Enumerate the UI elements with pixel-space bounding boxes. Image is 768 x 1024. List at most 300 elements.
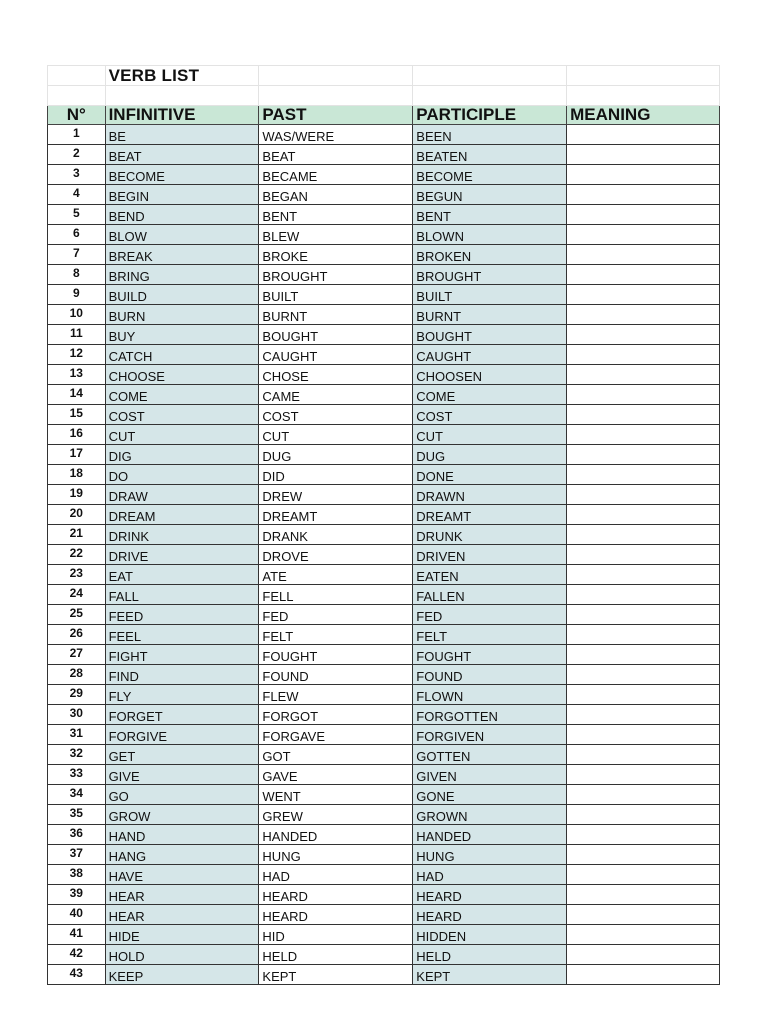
infinitive-cell[interactable] bbox=[105, 405, 259, 425]
infinitive-cell[interactable] bbox=[105, 245, 259, 265]
participle-cell[interactable] bbox=[413, 685, 567, 705]
meaning-cell[interactable] bbox=[567, 725, 720, 745]
past-cell[interactable] bbox=[259, 485, 413, 505]
row-number[interactable] bbox=[48, 505, 106, 525]
past-cell[interactable] bbox=[259, 505, 413, 525]
past-cell-text: FORGAVE bbox=[262, 729, 326, 744]
row-number[interactable] bbox=[48, 845, 106, 865]
row-number[interactable] bbox=[48, 305, 106, 325]
participle-cell[interactable] bbox=[413, 625, 567, 645]
meaning-cell[interactable] bbox=[567, 925, 720, 945]
row-number[interactable] bbox=[48, 165, 106, 185]
row-number[interactable] bbox=[48, 385, 106, 405]
blank-cell[interactable] bbox=[48, 86, 106, 106]
participle-cell[interactable] bbox=[413, 605, 567, 625]
row-number-text: 12 bbox=[69, 346, 83, 360]
infinitive-cell[interactable] bbox=[105, 705, 259, 725]
past-cell[interactable] bbox=[259, 925, 413, 945]
row-number[interactable] bbox=[48, 805, 106, 825]
row-number[interactable] bbox=[48, 465, 106, 485]
infinitive-cell[interactable] bbox=[105, 505, 259, 525]
past-cell[interactable] bbox=[259, 425, 413, 445]
row-number[interactable] bbox=[48, 345, 106, 365]
infinitive-cell-text: COST bbox=[108, 409, 145, 424]
row-number[interactable] bbox=[48, 525, 106, 545]
participle-cell[interactable] bbox=[413, 525, 567, 545]
participle-cell[interactable] bbox=[413, 345, 567, 365]
row-number[interactable] bbox=[48, 565, 106, 585]
page-title: VERB LIST bbox=[105, 66, 259, 86]
meaning-cell[interactable] bbox=[567, 285, 720, 305]
past-cell[interactable] bbox=[259, 785, 413, 805]
participle-cell[interactable] bbox=[413, 665, 567, 685]
past-cell[interactable] bbox=[259, 705, 413, 725]
meaning-cell[interactable] bbox=[567, 965, 720, 985]
past-cell-text: BROUGHT bbox=[262, 269, 328, 284]
infinitive-cell[interactable] bbox=[105, 385, 259, 405]
infinitive-cell[interactable] bbox=[105, 805, 259, 825]
table-row bbox=[48, 365, 720, 385]
row-number-text: 8 bbox=[72, 266, 80, 280]
participle-cell[interactable] bbox=[413, 785, 567, 805]
past-cell[interactable] bbox=[259, 385, 413, 405]
meaning-cell[interactable] bbox=[567, 405, 720, 425]
infinitive-cell[interactable] bbox=[105, 485, 259, 505]
row-number[interactable] bbox=[48, 725, 106, 745]
row-number[interactable] bbox=[48, 245, 106, 265]
past-cell[interactable] bbox=[259, 325, 413, 345]
past-cell[interactable] bbox=[259, 185, 413, 205]
participle-cell[interactable] bbox=[413, 545, 567, 565]
meaning-cell[interactable] bbox=[567, 765, 720, 785]
infinitive-cell-text: KEEP bbox=[108, 969, 144, 984]
infinitive-cell[interactable] bbox=[105, 625, 259, 645]
past-cell[interactable] bbox=[259, 665, 413, 685]
meaning-cell[interactable] bbox=[567, 305, 720, 325]
row-number[interactable] bbox=[48, 885, 106, 905]
past-cell[interactable] bbox=[259, 525, 413, 545]
meaning-cell[interactable] bbox=[567, 945, 720, 965]
meaning-cell[interactable] bbox=[567, 565, 720, 585]
past-cell[interactable] bbox=[259, 845, 413, 865]
infinitive-cell[interactable] bbox=[105, 925, 259, 945]
participle-cell[interactable] bbox=[413, 945, 567, 965]
participle-cell[interactable] bbox=[413, 885, 567, 905]
past-cell[interactable] bbox=[259, 285, 413, 305]
row-number[interactable] bbox=[48, 585, 106, 605]
past-cell[interactable] bbox=[259, 245, 413, 265]
infinitive-cell-text: DREAM bbox=[108, 509, 156, 524]
past-cell-text: DRANK bbox=[262, 529, 308, 544]
infinitive-cell[interactable] bbox=[105, 165, 259, 185]
past-cell-text: CAUGHT bbox=[262, 349, 318, 364]
verb-table bbox=[47, 65, 720, 985]
infinitive-cell[interactable] bbox=[105, 905, 259, 925]
blank-cell[interactable] bbox=[48, 66, 106, 86]
row-number-text: 35 bbox=[69, 806, 83, 820]
infinitive-cell[interactable] bbox=[105, 865, 259, 885]
infinitive-cell-text: FIGHT bbox=[108, 649, 148, 664]
blank-cell[interactable] bbox=[567, 86, 720, 106]
participle-cell[interactable] bbox=[413, 705, 567, 725]
row-number[interactable] bbox=[48, 325, 106, 345]
row-number[interactable] bbox=[48, 365, 106, 385]
past-cell[interactable] bbox=[259, 965, 413, 985]
participle-cell[interactable] bbox=[413, 245, 567, 265]
past-cell-text: HELD bbox=[262, 949, 298, 964]
infinitive-cell[interactable] bbox=[105, 425, 259, 445]
row-number[interactable] bbox=[48, 485, 106, 505]
row-number[interactable] bbox=[48, 925, 106, 945]
past-cell[interactable] bbox=[259, 885, 413, 905]
infinitive-cell[interactable] bbox=[105, 205, 259, 225]
participle-cell[interactable] bbox=[413, 645, 567, 665]
row-number[interactable] bbox=[48, 765, 106, 785]
row-number[interactable] bbox=[48, 665, 106, 685]
participle-cell-text: FLOWN bbox=[416, 689, 464, 704]
infinitive-cell[interactable] bbox=[105, 545, 259, 565]
past-cell[interactable] bbox=[259, 725, 413, 745]
infinitive-cell[interactable] bbox=[105, 365, 259, 385]
meaning-cell[interactable] bbox=[567, 745, 720, 765]
infinitive-cell-text: BECOME bbox=[108, 169, 165, 184]
row-number[interactable] bbox=[48, 645, 106, 665]
infinitive-cell-text: BLOW bbox=[108, 229, 147, 244]
meaning-cell[interactable] bbox=[567, 665, 720, 685]
meaning-cell[interactable] bbox=[567, 245, 720, 265]
past-cell[interactable] bbox=[259, 865, 413, 885]
past-cell-text: HEARD bbox=[262, 909, 308, 924]
infinitive-cell[interactable] bbox=[105, 825, 259, 845]
participle-cell-text: HELD bbox=[416, 949, 451, 964]
meaning-cell[interactable] bbox=[567, 865, 720, 885]
infinitive-cell-text: GROW bbox=[108, 809, 151, 824]
infinitive-cell[interactable] bbox=[105, 265, 259, 285]
row-number[interactable] bbox=[48, 205, 106, 225]
header-infinitive: INFINITIVE bbox=[105, 106, 259, 125]
row-number[interactable] bbox=[48, 405, 106, 425]
table-row bbox=[48, 265, 720, 285]
past-cell[interactable] bbox=[259, 265, 413, 285]
row-number[interactable] bbox=[48, 945, 106, 965]
row-number[interactable] bbox=[48, 185, 106, 205]
participle-cell-text: FOUGHT bbox=[416, 649, 472, 664]
infinitive-cell-text: HANG bbox=[108, 849, 147, 864]
participle-cell[interactable] bbox=[413, 185, 567, 205]
table-row bbox=[48, 185, 720, 205]
past-cell[interactable] bbox=[259, 465, 413, 485]
participle-cell-text: FED bbox=[416, 609, 443, 624]
row-number[interactable] bbox=[48, 445, 106, 465]
infinitive-cell[interactable] bbox=[105, 525, 259, 545]
past-cell[interactable] bbox=[259, 125, 413, 145]
participle-cell[interactable] bbox=[413, 365, 567, 385]
past-cell[interactable] bbox=[259, 605, 413, 625]
past-cell[interactable] bbox=[259, 625, 413, 645]
infinitive-cell[interactable] bbox=[105, 965, 259, 985]
participle-cell[interactable] bbox=[413, 505, 567, 525]
row-number-text: 32 bbox=[69, 746, 83, 760]
meaning-cell[interactable] bbox=[567, 505, 720, 525]
participle-cell-text: BOUGHT bbox=[416, 329, 472, 344]
participle-cell[interactable] bbox=[413, 385, 567, 405]
past-cell[interactable] bbox=[259, 445, 413, 465]
participle-cell[interactable] bbox=[413, 265, 567, 285]
meaning-cell[interactable] bbox=[567, 185, 720, 205]
infinitive-cell[interactable] bbox=[105, 445, 259, 465]
row-number[interactable] bbox=[48, 865, 106, 885]
participle-cell-text: BLOWN bbox=[416, 229, 464, 244]
past-cell[interactable] bbox=[259, 205, 413, 225]
participle-cell[interactable] bbox=[413, 745, 567, 765]
participle-cell[interactable] bbox=[413, 725, 567, 745]
infinitive-cell[interactable] bbox=[105, 765, 259, 785]
meaning-cell[interactable] bbox=[567, 145, 720, 165]
past-cell[interactable] bbox=[259, 305, 413, 325]
participle-cell[interactable] bbox=[413, 865, 567, 885]
meaning-cell[interactable] bbox=[567, 265, 720, 285]
participle-cell[interactable] bbox=[413, 805, 567, 825]
participle-cell[interactable] bbox=[413, 285, 567, 305]
meaning-cell[interactable] bbox=[567, 845, 720, 865]
participle-cell-text: DRUNK bbox=[416, 529, 463, 544]
past-cell[interactable] bbox=[259, 345, 413, 365]
meaning-cell[interactable] bbox=[567, 785, 720, 805]
past-cell-text: DREW bbox=[262, 489, 303, 504]
infinitive-cell-text: DRINK bbox=[108, 529, 150, 544]
participle-cell-text: CUT bbox=[416, 429, 443, 444]
participle-cell[interactable] bbox=[413, 405, 567, 425]
infinitive-cell-text: EAT bbox=[108, 569, 133, 584]
infinitive-cell[interactable] bbox=[105, 125, 259, 145]
past-cell[interactable] bbox=[259, 805, 413, 825]
participle-cell-text: BUILT bbox=[416, 289, 453, 304]
past-cell[interactable] bbox=[259, 765, 413, 785]
infinitive-cell[interactable] bbox=[105, 305, 259, 325]
past-cell[interactable] bbox=[259, 565, 413, 585]
past-cell-text: FLEW bbox=[262, 689, 299, 704]
row-number[interactable] bbox=[48, 745, 106, 765]
meaning-cell[interactable] bbox=[567, 225, 720, 245]
meaning-cell[interactable] bbox=[567, 805, 720, 825]
infinitive-cell-text: HEAR bbox=[108, 909, 145, 924]
participle-cell-text: CHOOSEN bbox=[416, 369, 483, 384]
infinitive-cell[interactable] bbox=[105, 585, 259, 605]
row-number[interactable] bbox=[48, 625, 106, 645]
participle-cell[interactable] bbox=[413, 325, 567, 345]
blank-cell[interactable] bbox=[105, 86, 259, 106]
participle-cell[interactable] bbox=[413, 925, 567, 945]
infinitive-cell[interactable] bbox=[105, 725, 259, 745]
participle-cell[interactable] bbox=[413, 205, 567, 225]
meaning-cell[interactable] bbox=[567, 905, 720, 925]
table-row bbox=[48, 885, 720, 905]
row-number-text: 29 bbox=[69, 686, 83, 700]
past-cell-text: DID bbox=[262, 469, 285, 484]
row-number-text: 19 bbox=[69, 486, 83, 500]
past-cell-text: DUG bbox=[262, 449, 292, 464]
participle-cell[interactable] bbox=[413, 485, 567, 505]
infinitive-cell[interactable] bbox=[105, 565, 259, 585]
row-number-text: 41 bbox=[69, 926, 83, 940]
blank-cell[interactable] bbox=[567, 66, 720, 86]
meaning-cell[interactable] bbox=[567, 165, 720, 185]
meaning-cell[interactable] bbox=[567, 205, 720, 225]
meaning-cell[interactable] bbox=[567, 485, 720, 505]
meaning-cell[interactable] bbox=[567, 425, 720, 445]
past-cell-text: HANDED bbox=[262, 829, 318, 844]
participle-cell[interactable] bbox=[413, 965, 567, 985]
row-number-text: 37 bbox=[69, 846, 83, 860]
row-number[interactable] bbox=[48, 545, 106, 565]
participle-cell-text: BENT bbox=[416, 209, 451, 224]
infinitive-cell[interactable] bbox=[105, 145, 259, 165]
row-number[interactable] bbox=[48, 425, 106, 445]
row-number-text: 11 bbox=[69, 326, 83, 340]
meaning-cell[interactable] bbox=[567, 585, 720, 605]
table-row bbox=[48, 865, 720, 885]
blank-cell[interactable] bbox=[259, 86, 413, 106]
row-number[interactable] bbox=[48, 685, 106, 705]
row-number-text: 43 bbox=[69, 966, 83, 980]
infinitive-cell[interactable] bbox=[105, 605, 259, 625]
participle-cell[interactable] bbox=[413, 165, 567, 185]
table-row bbox=[48, 305, 720, 325]
meaning-cell[interactable] bbox=[567, 325, 720, 345]
blank-cell[interactable] bbox=[259, 66, 413, 86]
past-cell-text: BUILT bbox=[262, 289, 299, 304]
past-cell-text: BEGAN bbox=[262, 189, 308, 204]
row-number[interactable] bbox=[48, 965, 106, 985]
infinitive-cell[interactable] bbox=[105, 685, 259, 705]
meaning-cell[interactable] bbox=[567, 445, 720, 465]
past-cell[interactable] bbox=[259, 585, 413, 605]
row-number[interactable] bbox=[48, 785, 106, 805]
infinitive-cell[interactable] bbox=[105, 325, 259, 345]
table-row bbox=[48, 165, 720, 185]
participle-cell[interactable] bbox=[413, 585, 567, 605]
row-number-text: 1 bbox=[72, 126, 80, 140]
row-number[interactable] bbox=[48, 145, 106, 165]
row-number[interactable] bbox=[48, 265, 106, 285]
row-number[interactable] bbox=[48, 905, 106, 925]
infinitive-cell[interactable] bbox=[105, 885, 259, 905]
past-cell[interactable] bbox=[259, 145, 413, 165]
participle-cell[interactable] bbox=[413, 765, 567, 785]
participle-cell[interactable] bbox=[413, 425, 567, 445]
participle-cell[interactable] bbox=[413, 145, 567, 165]
past-cell[interactable] bbox=[259, 905, 413, 925]
past-cell[interactable] bbox=[259, 225, 413, 245]
participle-cell[interactable] bbox=[413, 825, 567, 845]
participle-cell[interactable] bbox=[413, 225, 567, 245]
meaning-cell[interactable] bbox=[567, 645, 720, 665]
infinitive-cell-text: BRING bbox=[108, 269, 150, 284]
header-meaning: MEANING bbox=[567, 106, 720, 125]
past-cell[interactable] bbox=[259, 365, 413, 385]
participle-cell-text: BEGUN bbox=[416, 189, 463, 204]
meaning-cell[interactable] bbox=[567, 545, 720, 565]
meaning-cell[interactable] bbox=[567, 685, 720, 705]
meaning-cell[interactable] bbox=[567, 465, 720, 485]
meaning-cell[interactable] bbox=[567, 885, 720, 905]
infinitive-cell[interactable] bbox=[105, 465, 259, 485]
meaning-cell[interactable] bbox=[567, 385, 720, 405]
row-number[interactable] bbox=[48, 225, 106, 245]
participle-cell[interactable] bbox=[413, 465, 567, 485]
past-cell-text: HEARD bbox=[262, 889, 308, 904]
infinitive-cell[interactable] bbox=[105, 285, 259, 305]
past-cell-text: FELL bbox=[262, 589, 294, 604]
past-cell[interactable] bbox=[259, 945, 413, 965]
past-cell-text: FOUND bbox=[262, 669, 309, 684]
meaning-cell[interactable] bbox=[567, 525, 720, 545]
past-cell[interactable] bbox=[259, 685, 413, 705]
row-number[interactable] bbox=[48, 285, 106, 305]
participle-cell[interactable] bbox=[413, 445, 567, 465]
table-row bbox=[48, 445, 720, 465]
participle-cell[interactable] bbox=[413, 565, 567, 585]
past-cell[interactable] bbox=[259, 645, 413, 665]
past-cell-text: DREAMT bbox=[262, 509, 318, 524]
infinitive-cell[interactable] bbox=[105, 785, 259, 805]
past-cell[interactable] bbox=[259, 405, 413, 425]
infinitive-cell[interactable] bbox=[105, 225, 259, 245]
past-cell[interactable] bbox=[259, 745, 413, 765]
row-number[interactable] bbox=[48, 605, 106, 625]
infinitive-cell[interactable] bbox=[105, 645, 259, 665]
past-cell[interactable] bbox=[259, 825, 413, 845]
row-number[interactable] bbox=[48, 705, 106, 725]
participle-cell-text: BEATEN bbox=[416, 149, 468, 164]
row-number[interactable] bbox=[48, 125, 106, 145]
table-row bbox=[48, 785, 720, 805]
row-number-text: 22 bbox=[69, 546, 83, 560]
infinitive-cell-text: BURN bbox=[108, 309, 146, 324]
infinitive-cell[interactable] bbox=[105, 185, 259, 205]
participle-cell[interactable] bbox=[413, 305, 567, 325]
meaning-cell[interactable] bbox=[567, 625, 720, 645]
participle-cell[interactable] bbox=[413, 125, 567, 145]
meaning-cell[interactable] bbox=[567, 345, 720, 365]
blank-cell[interactable] bbox=[413, 66, 567, 86]
infinitive-cell[interactable] bbox=[105, 345, 259, 365]
blank-cell[interactable] bbox=[413, 86, 567, 106]
infinitive-cell[interactable] bbox=[105, 945, 259, 965]
participle-cell-text: DRIVEN bbox=[416, 549, 466, 564]
meaning-cell[interactable] bbox=[567, 705, 720, 725]
row-number-text: 38 bbox=[69, 866, 83, 880]
table-row bbox=[48, 125, 720, 145]
meaning-cell[interactable] bbox=[567, 125, 720, 145]
participle-cell-text: HANDED bbox=[416, 829, 472, 844]
past-cell[interactable] bbox=[259, 165, 413, 185]
header-participle: PARTICIPLE bbox=[413, 106, 567, 125]
row-number-text: 17 bbox=[69, 446, 83, 460]
meaning-cell[interactable] bbox=[567, 825, 720, 845]
past-cell[interactable] bbox=[259, 545, 413, 565]
infinitive-cell[interactable] bbox=[105, 665, 259, 685]
infinitive-cell[interactable] bbox=[105, 745, 259, 765]
infinitive-cell[interactable] bbox=[105, 845, 259, 865]
participle-cell[interactable] bbox=[413, 845, 567, 865]
row-number[interactable] bbox=[48, 825, 106, 845]
table-row bbox=[48, 905, 720, 925]
meaning-cell[interactable] bbox=[567, 365, 720, 385]
meaning-cell[interactable] bbox=[567, 605, 720, 625]
spacer-row bbox=[48, 86, 720, 106]
participle-cell[interactable] bbox=[413, 905, 567, 925]
